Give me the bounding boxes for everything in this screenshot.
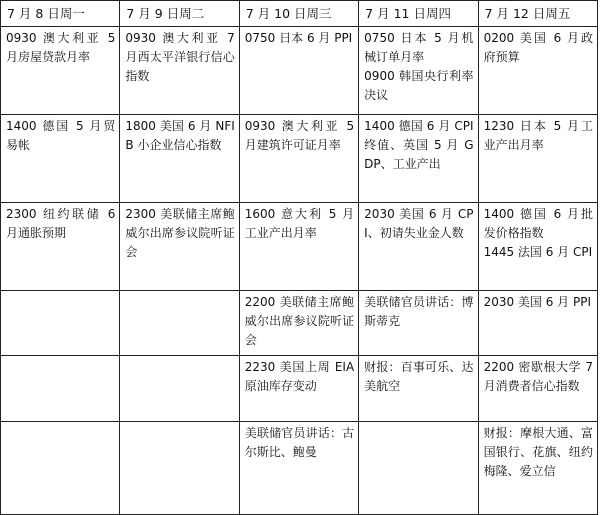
event-cell-fri <box>478 356 597 422</box>
event-item: 美联储官员讲话：博斯蒂克 <box>364 295 474 328</box>
event-item: 0900 韩国央行利率决议 <box>364 69 474 102</box>
event-cell-wed <box>239 422 358 515</box>
event-item: 1400 德国 6 月 CPI 终值、英国 5 月 GDP、工业产出 <box>364 119 474 171</box>
event-cell-tue <box>120 356 239 422</box>
day-header-wed: 7 月 10 日周三 <box>239 1 358 27</box>
event-cell-tue <box>120 27 239 115</box>
event-cell-wed <box>239 27 358 115</box>
event-item: 0930 澳大利亚 7 月西太平洋银行信心指数 <box>125 31 235 83</box>
event-item: 2030 美国 6 月 CPI、初请失业金人数 <box>364 207 474 240</box>
event-cell-mon <box>1 422 120 515</box>
day-header-mon: 7 月 8 日周一 <box>1 1 120 27</box>
header-row <box>1 1 598 27</box>
table-row <box>1 115 598 203</box>
event-item: 2200 美联储主席鲍威尔出席参议院听证会 <box>244 295 355 347</box>
table-row <box>1 356 598 422</box>
event-item: 0200 美国 6 月政府预算 <box>483 31 593 64</box>
event-cell-fri <box>478 422 597 515</box>
event-cell-tue <box>120 291 239 356</box>
event-item: 2300 纽约联储 6 月通胀预期 <box>6 207 116 240</box>
table-row <box>1 422 598 515</box>
table-row <box>1 203 598 291</box>
event-cell-tue <box>120 115 239 203</box>
event-cell-mon <box>1 115 120 203</box>
event-cell-wed <box>239 356 358 422</box>
event-cell-thu <box>359 27 478 115</box>
event-item: 1800 美国 6 月 NFIB 小企业信心指数 <box>125 119 235 152</box>
event-item: 0750 日本 5 月机械订单月率 <box>364 31 474 64</box>
day-header-fri: 7 月 12 日周五 <box>478 1 597 27</box>
table-row <box>1 27 598 115</box>
event-item: 美联储官员讲话：古尔斯比、鲍曼 <box>244 426 355 459</box>
event-cell-wed <box>239 203 358 291</box>
calendar-body <box>1 27 598 515</box>
event-item: 1445 法国 6 月 CPI <box>483 245 593 259</box>
table-row <box>1 291 598 356</box>
event-item: 1600 意大利 5 月工业产出月率 <box>244 207 355 240</box>
event-cell-tue <box>120 422 239 515</box>
event-cell-tue <box>120 203 239 291</box>
event-cell-mon <box>1 27 120 115</box>
event-item: 2200 密歇根大学 7 月消费者信心指数 <box>483 360 593 393</box>
event-item: 2300 美联储主席鲍威尔出席参议院听证会 <box>125 207 235 259</box>
event-cell-thu <box>359 422 478 515</box>
event-cell-thu <box>359 356 478 422</box>
event-item: 1400 德国 6 月批发价格指数 <box>483 207 593 240</box>
event-item: 财报：百事可乐、达美航空 <box>364 360 474 393</box>
event-cell-mon <box>1 291 120 356</box>
day-header-tue: 7 月 9 日周二 <box>120 1 239 27</box>
event-cell-thu <box>359 291 478 356</box>
event-item: 2030 美国 6 月 PPI <box>483 295 592 309</box>
event-cell-fri <box>478 115 597 203</box>
event-cell-thu <box>359 115 478 203</box>
event-item: 2230 美国上周 EIA 原油库存变动 <box>244 360 355 393</box>
event-cell-thu <box>359 203 478 291</box>
event-item: 财报：摩根大通、富国银行、花旗、纽约梅隆、爱立信 <box>483 426 593 478</box>
event-cell-fri <box>478 203 597 291</box>
event-cell-wed <box>239 115 358 203</box>
event-item: 0930 澳大利亚 5 月建筑许可证月率 <box>244 119 355 152</box>
event-item: 1230 日本 5 月工业产出月率 <box>483 119 593 152</box>
event-item: 1400 德国 5 月贸易帐 <box>6 119 116 152</box>
event-cell-fri <box>478 291 597 356</box>
event-item: 0750 日本 6 月 PPI <box>244 31 353 45</box>
event-cell-fri <box>478 27 597 115</box>
event-cell-wed <box>239 291 358 356</box>
event-item: 0930 澳大利亚 5 月房屋贷款月率 <box>6 31 116 64</box>
day-header-thu: 7 月 11 日周四 <box>359 1 478 27</box>
event-cell-mon <box>1 356 120 422</box>
event-cell-mon <box>1 203 120 291</box>
